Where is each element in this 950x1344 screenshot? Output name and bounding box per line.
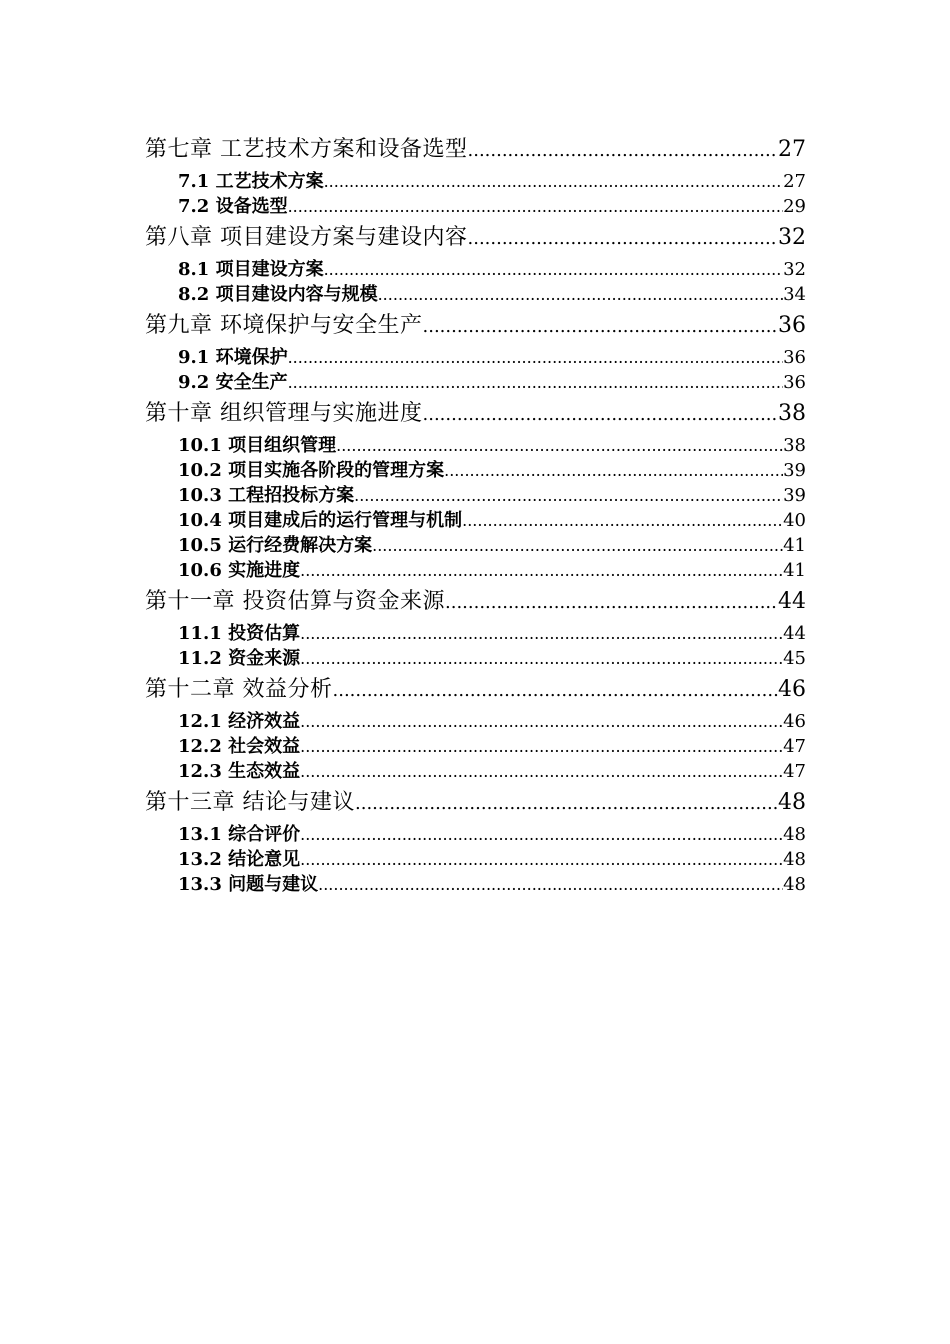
toc-dot-leader [355, 787, 778, 821]
toc-section-entry[interactable] [145, 194, 806, 219]
toc-dot-leader [288, 194, 784, 219]
toc-dot-leader [324, 169, 784, 194]
toc-page-number: 48 [783, 824, 806, 845]
toc-page-number: 36 [783, 372, 806, 393]
toc-entry-title: 9.2 安全生产 [178, 372, 288, 393]
toc-entry-title: 7.2 设备选型 [178, 196, 288, 217]
toc-entry-title: 第十三章 结论与建议 [145, 790, 355, 815]
toc-page-number: 29 [783, 196, 806, 217]
toc-entry-title: 13.3 问题与建议 [178, 874, 319, 895]
toc-entry-title: 12.1 经济效益 [178, 711, 301, 732]
toc-entry-title: 12.2 社会效益 [178, 736, 301, 757]
toc-page-number: 46 [783, 711, 806, 732]
toc-page-number: 44 [783, 623, 806, 644]
toc-chapter-entry[interactable] [145, 221, 806, 255]
toc-page-number: 48 [783, 874, 806, 895]
toc-dot-leader [300, 759, 783, 784]
toc-page-number: 40 [783, 510, 806, 531]
toc-page-number: 46 [778, 677, 806, 702]
toc-page-number: 32 [778, 225, 806, 250]
toc-chapter-entry[interactable] [145, 309, 806, 343]
toc-page-number: 38 [783, 435, 806, 456]
toc-entry-title: 7.1 工艺技术方案 [178, 171, 324, 192]
toc-page-number: 36 [783, 347, 806, 368]
toc-chapter-entry[interactable] [145, 397, 806, 431]
toc-entry-title: 12.3 生态效益 [178, 761, 301, 782]
toc-dot-leader [444, 458, 783, 483]
toc-dot-leader [300, 558, 783, 583]
toc-page-number: 41 [783, 560, 806, 581]
toc-entry-title: 第十二章 效益分析 [145, 677, 333, 702]
toc-entry-title: 10.4 项目建成后的运行管理与机制 [178, 510, 463, 531]
toc-entry-title: 第十章 组织管理与实施进度 [145, 401, 423, 426]
toc-chapter-entry[interactable] [145, 786, 806, 820]
toc-dot-leader [288, 345, 784, 370]
toc-section-entry[interactable] [145, 872, 806, 897]
toc-page-number: 44 [778, 589, 806, 614]
toc-section-entry[interactable] [145, 533, 806, 558]
toc-section-entry[interactable] [145, 646, 806, 671]
toc-entry-title: 10.2 项目实施各阶段的管理方案 [178, 460, 445, 481]
toc-section-entry[interactable] [145, 370, 806, 395]
toc-section-entry[interactable] [145, 508, 806, 533]
toc-entry-title: 10.6 实施进度 [178, 560, 301, 581]
toc-dot-leader [445, 586, 778, 620]
toc-section-entry[interactable] [145, 483, 806, 508]
toc-page-number: 41 [783, 535, 806, 556]
toc-page-number: 38 [778, 401, 806, 426]
toc-section-entry[interactable] [145, 345, 806, 370]
toc-entry-title: 13.1 综合评价 [178, 824, 301, 845]
toc-entry-title: 8.1 项目建设方案 [178, 259, 324, 280]
toc-page-number: 34 [783, 284, 806, 305]
toc-dot-leader [288, 370, 784, 395]
toc-dot-leader [318, 872, 783, 897]
toc-page-number: 39 [783, 485, 806, 506]
toc-dot-leader [336, 433, 783, 458]
toc-dot-leader [300, 646, 783, 671]
toc-entry-title: 13.2 结论意见 [178, 849, 301, 870]
toc-dot-leader [300, 734, 783, 759]
toc-entry-title: 10.1 项目组织管理 [178, 435, 337, 456]
toc-entry-title: 10.5 运行经费解决方案 [178, 535, 373, 556]
table-of-contents [145, 133, 806, 897]
toc-dot-leader [378, 282, 784, 307]
toc-entry-title: 11.1 投资估算 [178, 623, 301, 644]
toc-page-number: 47 [783, 736, 806, 757]
toc-page-number: 48 [778, 790, 806, 815]
toc-entry-title: 10.3 工程招投标方案 [178, 485, 355, 506]
toc-page-number: 32 [783, 259, 806, 280]
toc-entry-title: 第九章 环境保护与安全生产 [145, 313, 423, 338]
toc-entry-title: 第八章 项目建设方案与建设内容 [145, 225, 468, 250]
toc-page-number: 27 [783, 171, 806, 192]
toc-dot-leader [423, 310, 779, 344]
toc-entry-title: 第十一章 投资估算与资金来源 [145, 589, 445, 614]
toc-dot-leader [300, 621, 783, 646]
toc-dot-leader [468, 222, 779, 256]
toc-dot-leader [423, 398, 779, 432]
toc-chapter-entry[interactable] [145, 585, 806, 619]
toc-entry-title: 第七章 工艺技术方案和设备选型 [145, 137, 468, 162]
toc-section-entry[interactable] [145, 433, 806, 458]
toc-section-entry[interactable] [145, 621, 806, 646]
toc-section-entry[interactable] [145, 257, 806, 282]
toc-section-entry[interactable] [145, 282, 806, 307]
toc-dot-leader [372, 533, 783, 558]
toc-chapter-entry[interactable] [145, 673, 806, 707]
toc-section-entry[interactable] [145, 822, 806, 847]
toc-page-number: 36 [778, 313, 806, 338]
toc-section-entry[interactable] [145, 458, 806, 483]
toc-dot-leader [333, 674, 779, 708]
toc-section-entry[interactable] [145, 847, 806, 872]
toc-page-number: 45 [783, 648, 806, 669]
toc-entry-title: 8.2 项目建设内容与规模 [178, 284, 378, 305]
toc-section-entry[interactable] [145, 759, 806, 784]
toc-section-entry[interactable] [145, 169, 806, 194]
toc-entry-title: 9.1 环境保护 [178, 347, 288, 368]
toc-dot-leader [300, 847, 783, 872]
toc-entry-title: 11.2 资金来源 [178, 648, 301, 669]
toc-page-number: 48 [783, 849, 806, 870]
toc-section-entry[interactable] [145, 734, 806, 759]
toc-chapter-entry[interactable] [145, 133, 806, 167]
toc-dot-leader [300, 822, 783, 847]
toc-page-number: 39 [783, 460, 806, 481]
toc-dot-leader [324, 257, 784, 282]
toc-dot-leader [462, 508, 783, 533]
toc-section-entry[interactable] [145, 558, 806, 583]
toc-section-entry[interactable] [145, 709, 806, 734]
toc-dot-leader [354, 483, 783, 508]
toc-dot-leader [468, 134, 779, 168]
toc-page-number: 47 [783, 761, 806, 782]
toc-page-number: 27 [778, 137, 806, 162]
toc-dot-leader [300, 709, 783, 734]
